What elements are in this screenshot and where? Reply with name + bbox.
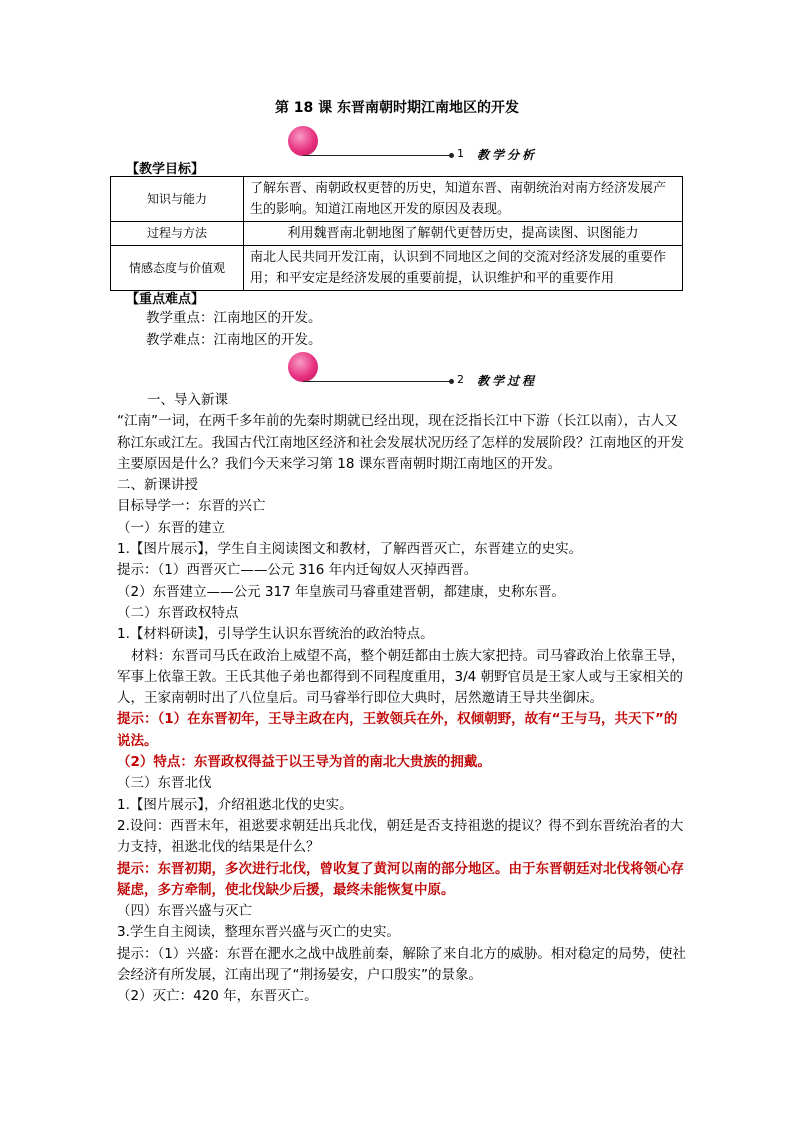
table-row xyxy=(111,222,683,246)
banner-dot-icon xyxy=(449,379,454,384)
goal-head: 过程与方法 xyxy=(111,222,244,246)
section-banner-analysis xyxy=(285,124,585,164)
goal-content: 利用魏晋南北朝地图了解朝代更替历史，提高读图、识图能力 xyxy=(244,222,683,246)
section-banner-process xyxy=(285,350,585,390)
paragraph: （二）东晋政权特点 xyxy=(117,604,239,621)
key-point: 教学难点：江南地区的开发。 xyxy=(146,332,322,348)
paragraph: （2）特点：东晋政权得益于以王导为首的南北大贵族的拥戴。 xyxy=(117,754,491,771)
paragraph: 1.【图片展示】，学生自主阅读图文和教材，了解西晋灭亡，东晋建立的史实。 xyxy=(117,541,583,558)
goal-content: 了解东晋、南朝政权更替的历史，知道东晋、南朝统治对南方经济发展产生的影响。知道江南地区开发的原因及表现。 xyxy=(244,177,683,222)
goals-heading: 【教学目标】 xyxy=(126,162,205,177)
paragraph: 提示：东晋初期，多次进行北伐，曾收复了黄河以南的部分地区。由于东晋朝廷对北伐将领心存疑虑，多方牵制，使北伐缺少后援，最终未能恢复中原。 xyxy=(117,860,684,898)
banner-line xyxy=(303,381,451,382)
goal-head: 知识与能力 xyxy=(111,177,244,222)
lesson-title: 第 18 课 东晋南朝时期江南地区的开发 xyxy=(274,100,520,116)
goal-content: 南北人民共同开发江南，认识到不同地区之间的交流对经济发展的重要作用；和平安定是经济发展的重要前提，认识维护和平的重要作用 xyxy=(244,246,683,291)
banner-number: 1 xyxy=(457,147,464,160)
banner-dot-icon xyxy=(449,153,454,158)
goal-head: 情感态度与价值观 xyxy=(111,246,244,291)
paragraph: 1.【图片展示】，介绍祖逖北伐的史实。 xyxy=(117,796,353,813)
pink-circle-icon xyxy=(288,126,318,156)
paragraph: （2）东晋建立——公元 317 年皇族司马睿重建晋朝，都建康，史称东晋。 xyxy=(117,583,565,600)
banner-label: 教学过程 xyxy=(477,374,538,388)
pink-circle-icon xyxy=(288,352,318,382)
paragraph: 二、新课讲授 xyxy=(117,477,198,494)
banner-number: 2 xyxy=(457,373,464,386)
goals-table xyxy=(110,176,683,291)
paragraph: 材料：东晋司马氏在政治上威望不高，整个朝廷都由士族大家把持。司马睿政治上依靠王导，军事上依靠王敦。王氏其他子弟也都得到不同程度重用，3/4 朝野官员是王家人或与王家相关的人，王家南朝时出了八位皇后。司马睿举行即位大典时，居然邀请王导共坐御床。 xyxy=(117,647,685,707)
table-row xyxy=(111,246,683,291)
lesson-body xyxy=(117,390,687,1008)
table-row xyxy=(111,177,683,222)
paragraph: 3.学生自主阅读，整理东晋兴盛与灭亡的史实。 xyxy=(117,924,400,941)
paragraph: 提示：（1）西晋灭亡——公元 316 年内迁匈奴人灭掉西晋。 xyxy=(117,562,478,579)
paragraph: “江南”一词，在两千多年前的先秦时期就已经出现，现在泛指长江中下游（长江以南），古人又称江东或江左。我国古代江南地区经济和社会发展状况历经了怎样的发展阶段？江南地区的开发主要原因是什么？我们今天来学习第 18 课东晋南朝时期江南地区的开发。 xyxy=(117,413,684,472)
paragraph: （四）东晋兴盛与灭亡 xyxy=(117,903,252,920)
paragraph: （一）东晋的建立 xyxy=(117,519,225,536)
paragraph: 目标导学一：东晋的兴亡 xyxy=(117,498,266,515)
paragraph: 一、导入新课 xyxy=(147,392,228,408)
banner-line xyxy=(303,155,451,156)
banner-label: 教学分析 xyxy=(477,148,538,162)
paragraph: （2）灭亡：420 年，东晋灭亡。 xyxy=(117,988,318,1005)
paragraph: 2.设问：西晋末年，祖逖要求朝廷出兵北伐，朝廷是否支持祖逖的提议？得不到东晋统治者的大力支持，祖逖北伐的结果是什么？ xyxy=(117,817,684,856)
paragraph: 提示：（1）在东晋初年，王导主政在内，王敦领兵在外，权倾朝野，故有“王与马，共天下”的说法。 xyxy=(117,711,678,749)
paragraph: （三）东晋北伐 xyxy=(117,775,212,792)
key-point: 教学重点：江南地区的开发。 xyxy=(146,310,322,326)
paragraph: 1.【材料研读】，引导学生认识东晋统治的政治特点。 xyxy=(117,626,434,643)
paragraph: 提示：（1）兴盛：东晋在淝水之战中战胜前秦，解除了来自北方的威胁。相对稳定的局势，使社会经济有所发展，江南出现了“荆扬晏安，户口殷实”的景象。 xyxy=(117,945,686,984)
key-points-heading: 【重点难点】 xyxy=(126,292,205,307)
